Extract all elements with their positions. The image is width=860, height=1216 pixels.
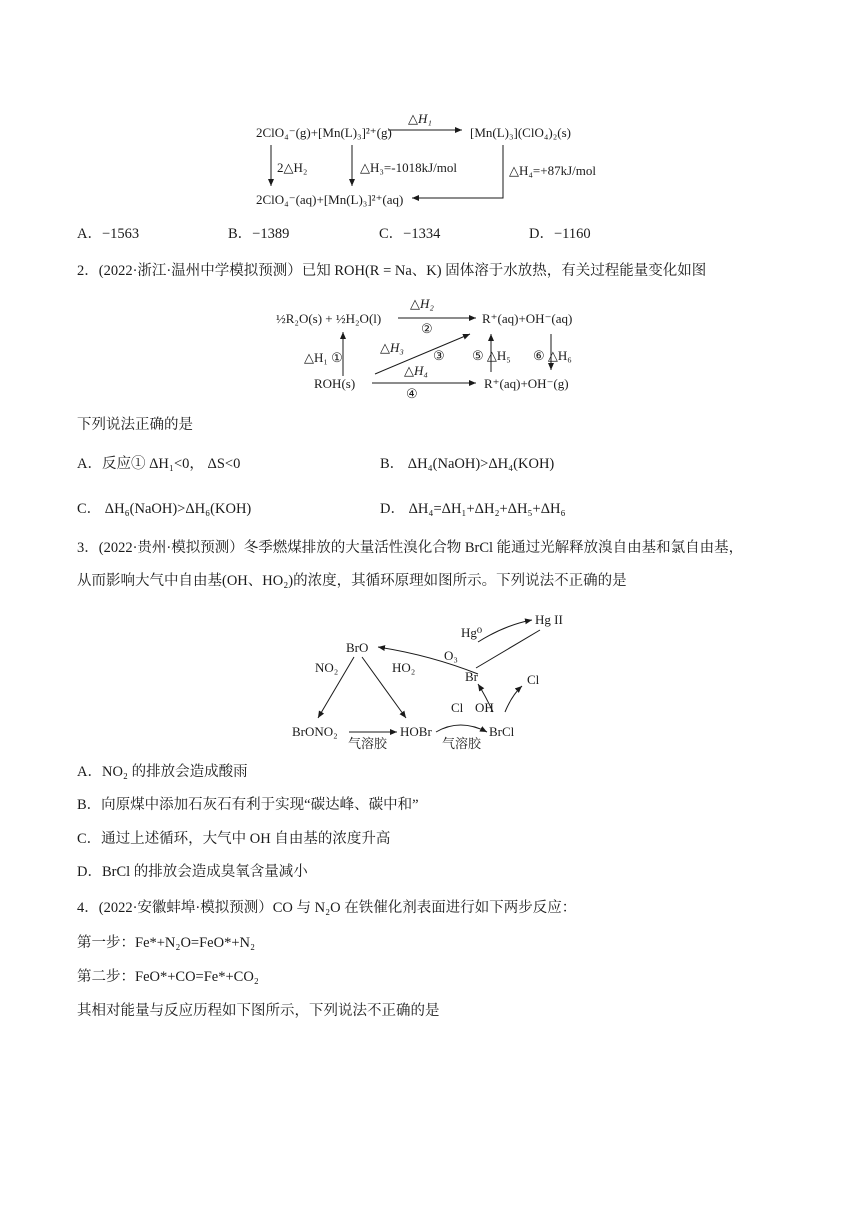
d2-dh5-label: ⑤ △H₅ (472, 348, 511, 363)
d2-circle-4: ④ (406, 386, 418, 401)
d3-oh: OH (475, 700, 494, 715)
d1-dh1-label: △H₁ (408, 111, 432, 126)
d3-arrow-brcl-cl (505, 686, 522, 712)
d2-dh3-label: △H₃ (380, 340, 404, 355)
d2-dh4-label: △H₄ (404, 363, 428, 378)
q3-option-c: C．通过上述循环，大气中 OH 自由基的浓度升高 (77, 831, 391, 847)
d1-dh3-label: △H₃=-1018kJ/mol (360, 160, 457, 175)
d3-o3: O₃ (444, 648, 458, 663)
d3-arrow-br-hg (476, 630, 540, 668)
d2-top-right: R⁺(aq)+OH⁻(aq) (482, 311, 573, 326)
q1-option-a: A．−1563 (77, 226, 140, 242)
d3-ho2: HO₂ (392, 660, 416, 675)
d2-top-left: ½R₂O(s) + ½H₂O(l) (276, 311, 382, 326)
q4-question: 其相对能量与反应历程如下图所示，下列说法不正确的是 (77, 1003, 440, 1019)
q2-stem: 2．(2022·浙江·温州中学模拟预测）已知 ROH(R = Na、K) 固体溶于水放热，有关过程能量变化如图 (77, 263, 707, 279)
q3-option-a: A．NO₂ 的排放会造成酸雨 (77, 764, 248, 780)
d3-cl: Cl (451, 700, 464, 715)
d3-cl-top: Cl (527, 672, 540, 687)
d3-hg2: Hg II (535, 612, 563, 627)
d3-bro: BrO (346, 640, 369, 655)
q3-option-d: D．BrCl 的排放会造成臭氧含量减小 (77, 864, 308, 880)
d3-br: Br (465, 669, 478, 684)
q2-option-b: B． ΔH₄(NaOH)>ΔH₄(KOH) (380, 456, 555, 472)
d3-aerosol1: 气溶胶 (348, 736, 388, 751)
d1-top-left: 2ClO₄⁻(g)+[Mn(L)₃]²⁺(g) (256, 125, 392, 140)
q4-step2: 第二步：FeO*+CO=Fe*+CO₂ (77, 969, 259, 985)
q3-option-b: B．向原煤中添加石灰石有利于实现“碳达峰、碳中和” (77, 797, 419, 813)
q1-option-b: B．−1389 (228, 226, 290, 242)
d3-brcl: BrCl (489, 724, 515, 739)
d3-aerosol2: 气溶胶 (442, 736, 482, 751)
q3-stem-line2: 从而影响大气中自由基(OH、HO₂)的浓度，其循环原理如图所示。下列说法不正确的是 (77, 573, 627, 589)
q4-step1: 第一步：Fe*+N₂O=FeO*+N₂ (77, 935, 256, 951)
d2-dh6-label: ⑥ △H₆ (533, 348, 572, 363)
d3-hg0: Hg⁰ (461, 625, 483, 640)
d2-bottom-left: ROH(s) (314, 376, 356, 391)
d3-no2: NO₂ (315, 660, 339, 675)
q2-option-d: D． ΔH₄=ΔH₁+ΔH₂+ΔH₅+ΔH₆ (380, 501, 566, 517)
d2-circle-2: ② (421, 321, 433, 336)
d1-bottom: 2ClO₄⁻(aq)+[Mn(L)₃]²⁺(aq) (256, 192, 404, 207)
d3-hobr: HOBr (400, 724, 432, 739)
q2-question: 下列说法正确的是 (77, 417, 193, 433)
d1-dh4-label: △H₄=+87kJ/mol (509, 163, 596, 178)
d2-dh1-label: △H₁ ① (304, 350, 343, 365)
d3-arrow-hg (478, 620, 532, 642)
d2-bottom-right: R⁺(aq)+OH⁻(g) (484, 376, 569, 391)
q1-option-c: C．−1334 (379, 226, 441, 242)
q2-option-a: A．反应① ΔH₁<0， ΔS<0 (77, 456, 241, 472)
q1-option-d: D．−1160 (529, 226, 591, 242)
bromine-cycle-diagram (0, 600, 860, 760)
q3-stem-line1: 3．(2022·贵州·模拟预测）冬季燃煤排放的大量活性溴化合物 BrCl 能通过光解释放溴自由基和氯自由基， (77, 540, 744, 556)
hess-cycle-diagram-1 (0, 0, 860, 220)
d2-circle-3: ③ (433, 348, 445, 363)
d1-dh2-label: 2△H₂ (277, 160, 308, 175)
d3-arrow-aerosol2 (436, 725, 487, 732)
q2-option-c: C． ΔH₆(NaOH)>ΔH₆(KOH) (77, 501, 252, 517)
d3-brono2: BrONO₂ (292, 724, 338, 739)
d1-top-right: [Mn(L)₃](ClO₄)₂(s) (470, 125, 571, 140)
energy-diagram-2 (0, 290, 860, 410)
d2-dh2-label: △H₂ (410, 296, 434, 311)
q4-stem: 4．(2022·安徽蚌埠·模拟预测）CO 与 N₂O 在铁催化剂表面进行如下两步反应： (77, 900, 577, 916)
